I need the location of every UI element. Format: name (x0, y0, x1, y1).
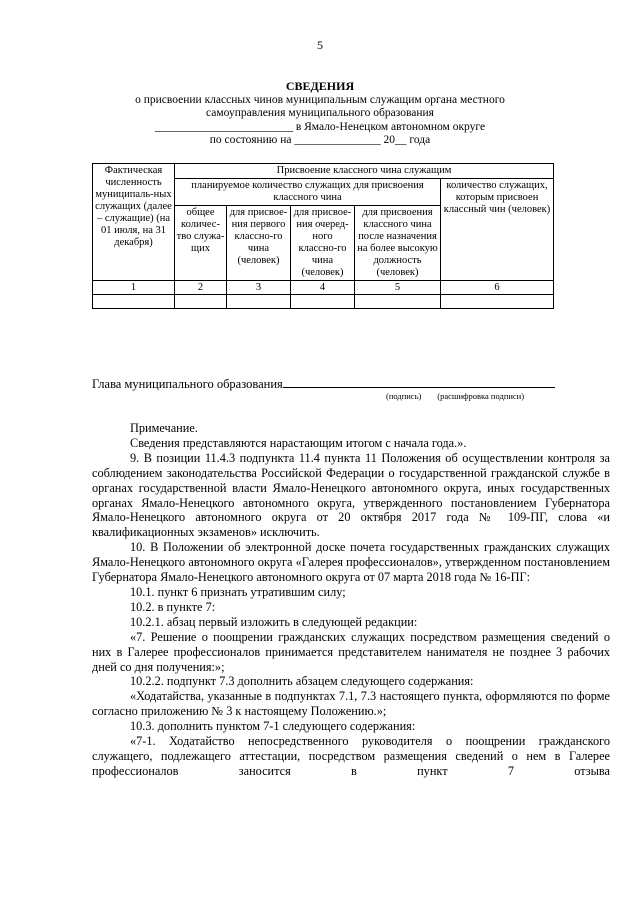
column-number: 6 (441, 281, 554, 295)
paragraph-note-text: Сведения представляются нарастающим итогом с начала года.». (130, 435, 467, 450)
empty-cell (175, 295, 227, 309)
form-title-line-3: ________________________ в Ямало-Ненецком автономном округе (154, 120, 486, 133)
header-planned-count: планируемое количество служащих для присвоения классного чина (175, 179, 441, 206)
header-next-rank: для присвое-ния очеред-ного классно-го чина (человек) (291, 206, 355, 281)
header-higher-position-rank: для присвоения классного чина после назначения на более высокую должность (человек) (355, 206, 441, 281)
signature-decoding-hint: (расшифровка подписи) (437, 391, 525, 401)
empty-cell (227, 295, 291, 309)
signature-hint: (подпись) (386, 391, 422, 401)
page-number: 5 (317, 38, 323, 52)
column-number: 4 (291, 281, 355, 295)
paragraph-item-10-2: 10.2. в пункте 7: (130, 599, 216, 614)
paragraph-item-9: 9. В позиции 11.4.3 подпункта 11.4 пункта 11 Положения об осуществлении контроля за соблюдением законодательства Российской Федерации о государственной гражданской службе в органах государственной власти Ямало-Ненецкого автономного округа, иных государственных органах Ямало-Ненецкого автономного округа, утвержденного постановлением Губернатора Ямало-Ненецкого автономного округа от 20 октября 2017 года № 109-ПГ, слова «и квалификационных экзаменов» исключить. (92, 450, 610, 540)
empty-cell (93, 295, 175, 309)
paragraph-quote-7-1: «7-1. Ходатайство непосредственного руководителя о поощрении гражданского служащего, подлежащего аттестации, посредством размещения сведений о нем в Галерее профессионалов заносится в пункт 7 отзыва (92, 734, 610, 778)
paragraph-item-10: 10. В Положении об электронной доске почета государственных гражданских служащих Ямало-Ненецкого автономного округа «Галерея профессионалов», утвержденном постановлением Губернатора Ямало-Ненецкого автономного округа от 07 марта 2018 года № 16-ПГ: (92, 540, 610, 585)
empty-data-row (93, 295, 554, 309)
report-table (92, 163, 554, 309)
paragraph-item-10-2-2: 10.2.2. подпункт 7.3 дополнить абзацем следующего содержания: (130, 674, 474, 689)
form-title-line-4: по состоянию на _______________ 20__ года (209, 134, 431, 146)
signature-blank (283, 374, 555, 388)
empty-cell (441, 295, 554, 309)
signature-line (92, 374, 612, 392)
form-title-line-1: о присвоении классных чинов муниципальным служащим органа местного (135, 93, 505, 106)
header-first-rank: для присвое-ния первого классно-го чина (человек) (227, 206, 291, 281)
signature-hints (386, 391, 540, 401)
header-assigned-count: количество служащих, которым присвоен классный чин (человек) (441, 179, 554, 281)
header-class-rank-assignment: Присвоение классного чина служащим (175, 164, 554, 179)
header-actual-count: Фактическая численность муниципаль-ных служащих (далее – служащие) (на 01 июля, на 31 декабря) (93, 164, 175, 281)
column-number-row (93, 281, 554, 295)
column-number: 1 (93, 281, 175, 295)
column-number: 3 (227, 281, 291, 295)
paragraph-item-10-3: 10.3. дополнить пунктом 7-1 следующего содержания: (130, 719, 416, 734)
column-number: 2 (175, 281, 227, 295)
empty-cell (291, 295, 355, 309)
paragraph-item-10-2-1: 10.2.1. абзац первый изложить в следующей редакции: (130, 614, 418, 629)
signature-label: Глава муниципального образования (92, 377, 283, 391)
column-number: 5 (355, 281, 441, 295)
form-heading: СВЕДЕНИЯ (285, 79, 355, 93)
document-body (92, 421, 610, 779)
paragraph-quote-petitions: «Ходатайства, указанные в подпунктах 7.1, 7.3 настоящего пункта, оформляются по форме согласно приложению № 3 к настоящему Положению.»; (92, 689, 610, 719)
paragraph-item-10-1: 10.1. пункт 6 признать утратившим силу; (130, 584, 346, 599)
form-title-line-2: самоуправления муниципального образования (206, 107, 434, 119)
form-title-block (0, 80, 640, 148)
paragraph-quote-7: «7. Решение о поощрении гражданских служащих посредством размещения сведений о них в Галерее профессионалов принимается представителем нанимателя не позднее 3 рабочих дней со дня получения:»; (92, 629, 610, 674)
header-total-employees: общее количес-тво служа-щих (175, 206, 227, 281)
empty-cell (355, 295, 441, 309)
paragraph-note-title: Примечание. (130, 421, 198, 435)
